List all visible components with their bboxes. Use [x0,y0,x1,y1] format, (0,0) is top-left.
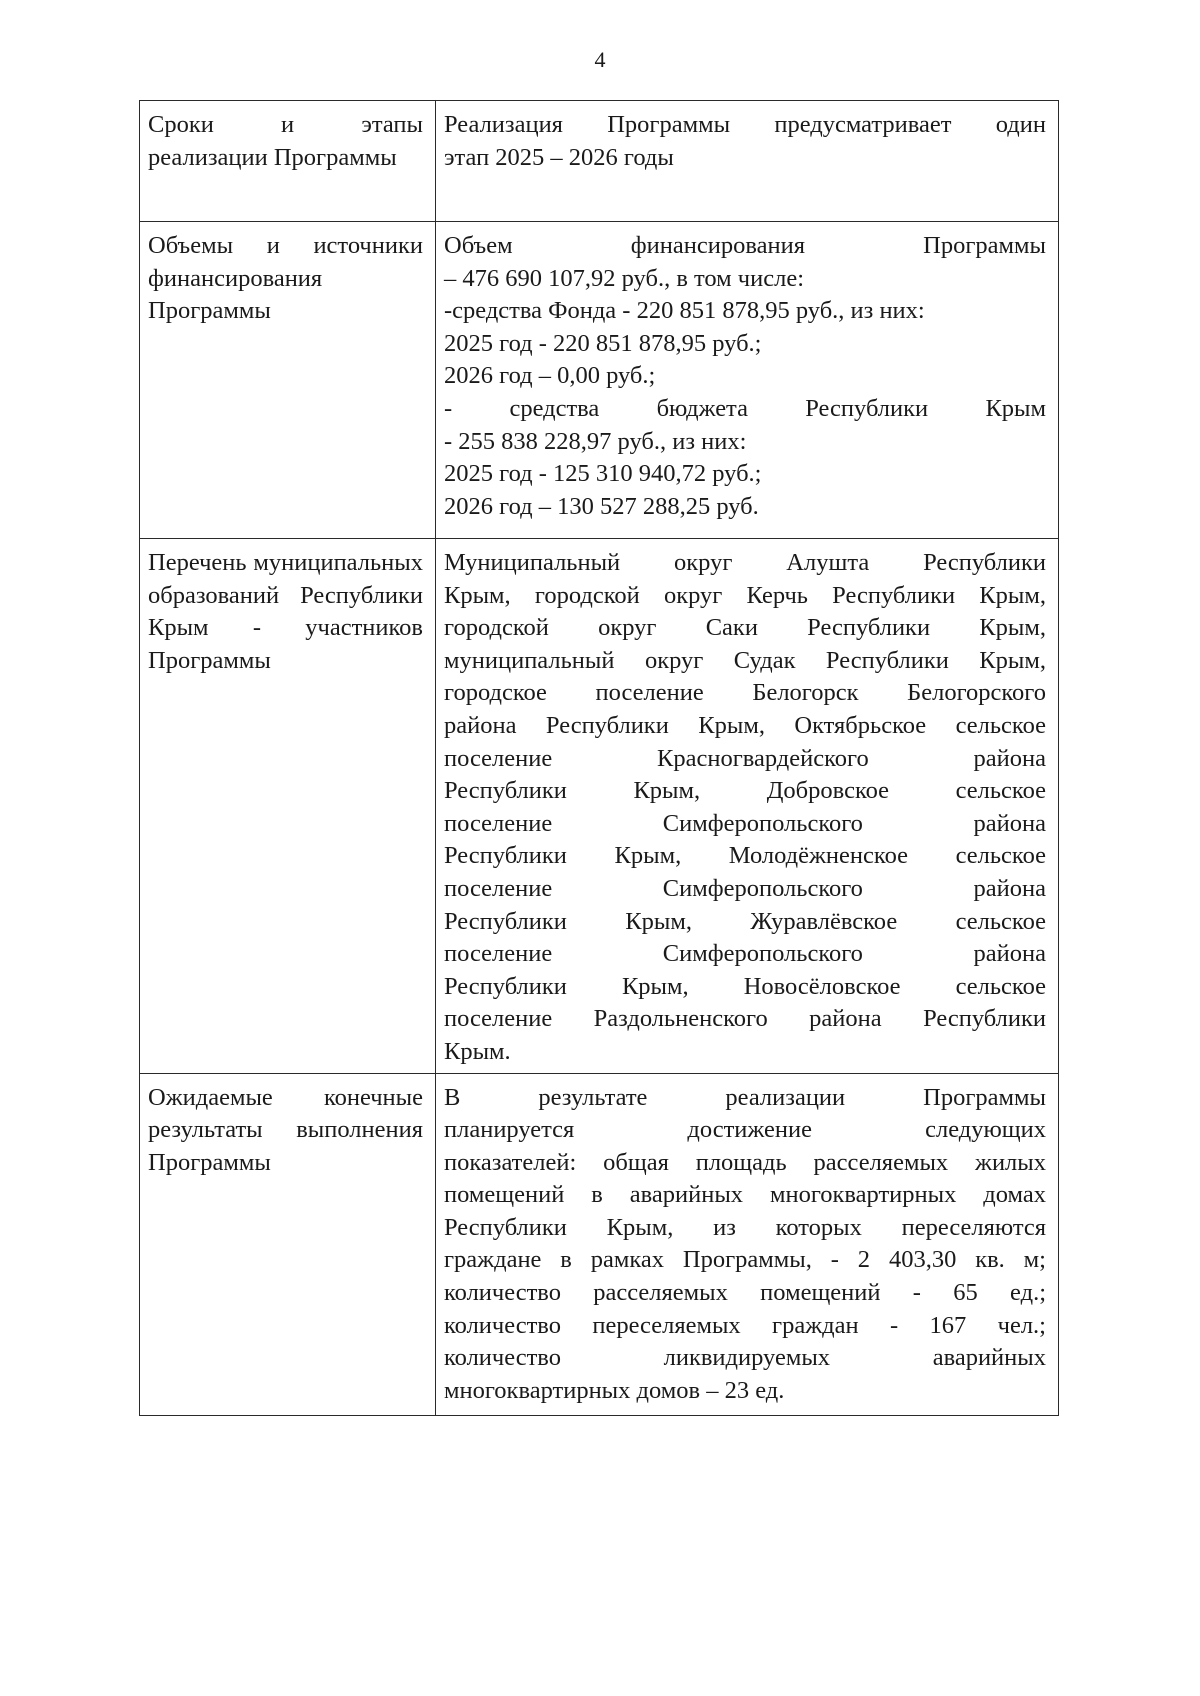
table-row-municipalities [140,539,1059,1074]
value-line: поселение Раздольненского района Республики [444,1005,1046,1033]
row-label: Перечень муниципальных образований Республики Крым - участников Программы [148,549,423,674]
value-line: Республики Крым, из которых переселяются [444,1213,1046,1241]
value-line: - средства бюджета Республики Крым [444,394,1046,422]
page-number: 4 [594,47,606,72]
value-line: планируется достижение следующих [444,1116,1046,1144]
value-line: Республики Крым, Новосёловское сельское [444,972,1046,1000]
table-row-financing [140,222,1059,539]
value-line: количество переселяемых граждан - 167 чел.; [444,1311,1046,1339]
value-line: - 255 838 228,97 руб., из них: [444,427,747,455]
value-cell [436,101,1059,222]
value-line: городское поселение Белогорск Белогорского [444,679,1046,707]
value-line: этап 2025 – 2026 годы [444,143,674,171]
value-line: 2025 год - 125 310 940,72 руб.; [444,460,762,488]
value-line: Крым, городской округ Керчь Республики Крым, [444,581,1046,609]
value-line: Объем финансирования Программы [444,232,1046,259]
value-line: муниципальный округ Судак Республики Крым, [444,646,1046,674]
table-row-terms [140,101,1059,222]
value-line: количество расселяемых помещений - 65 ед.; [444,1279,1046,1307]
value-line: Республики Крым, Добровское сельское [444,777,1046,805]
value-cell [436,1073,1059,1416]
value-line: поселение Симферопольского района [444,940,1046,968]
value-line: района Республики Крым, Октябрьское сельское [444,711,1046,739]
value-line: поселение Красногвардейского района [444,744,1046,772]
value-line: многоквартирных домов – 23 ед. [444,1376,785,1404]
value-line: помещений в аварийных многоквартирных домах [444,1181,1046,1209]
table-row-results [140,1073,1059,1416]
value-cell [436,222,1059,539]
label-cell [140,222,436,539]
value-line: показателей: общая площадь расселяемых жилых [444,1148,1046,1176]
value-cell [436,539,1059,1074]
value-line: 2025 год - 220 851 878,95 руб.; [444,329,762,357]
label-cell [140,539,436,1074]
program-passport-table [139,100,1059,1416]
label-cell [140,1073,436,1416]
value-line: Муниципальный округ Алушта Республики [444,549,1046,576]
value-line: Реализация Программы предусматривает один [444,111,1046,138]
value-line: -средства Фонда - 220 851 878,95 руб., из них: [444,297,925,325]
value-line: поселение Симферопольского района [444,809,1046,837]
label-cell [140,101,436,222]
value-line: количество ликвидируемых аварийных [444,1344,1046,1372]
value-line: Крым. [444,1037,511,1065]
value-line: Республики Крым, Журавлёвское сельское [444,907,1046,935]
value-line: поселение Симферопольского района [444,874,1046,902]
value-line: 2026 год – 0,00 руб.; [444,362,656,390]
row-label: Сроки и этапы реализации Программы [148,111,423,171]
row-label: Объемы и источники финансирования Программы [148,232,423,325]
value-line: граждане в рамках Программы, - 2 403,30 кв. м; [444,1246,1046,1274]
value-line: – 476 690 107,92 руб., в том числе: [444,264,805,292]
value-line: Республики Крым, Молодёжненское сельское [444,842,1046,870]
value-line: городской округ Саки Республики Крым, [444,614,1046,642]
value-line: В результате реализации Программы [444,1083,1046,1111]
row-label: Ожидаемые конечные результаты выполнения Программы [148,1083,423,1176]
value-line: 2026 год – 130 527 288,25 руб. [444,492,759,520]
